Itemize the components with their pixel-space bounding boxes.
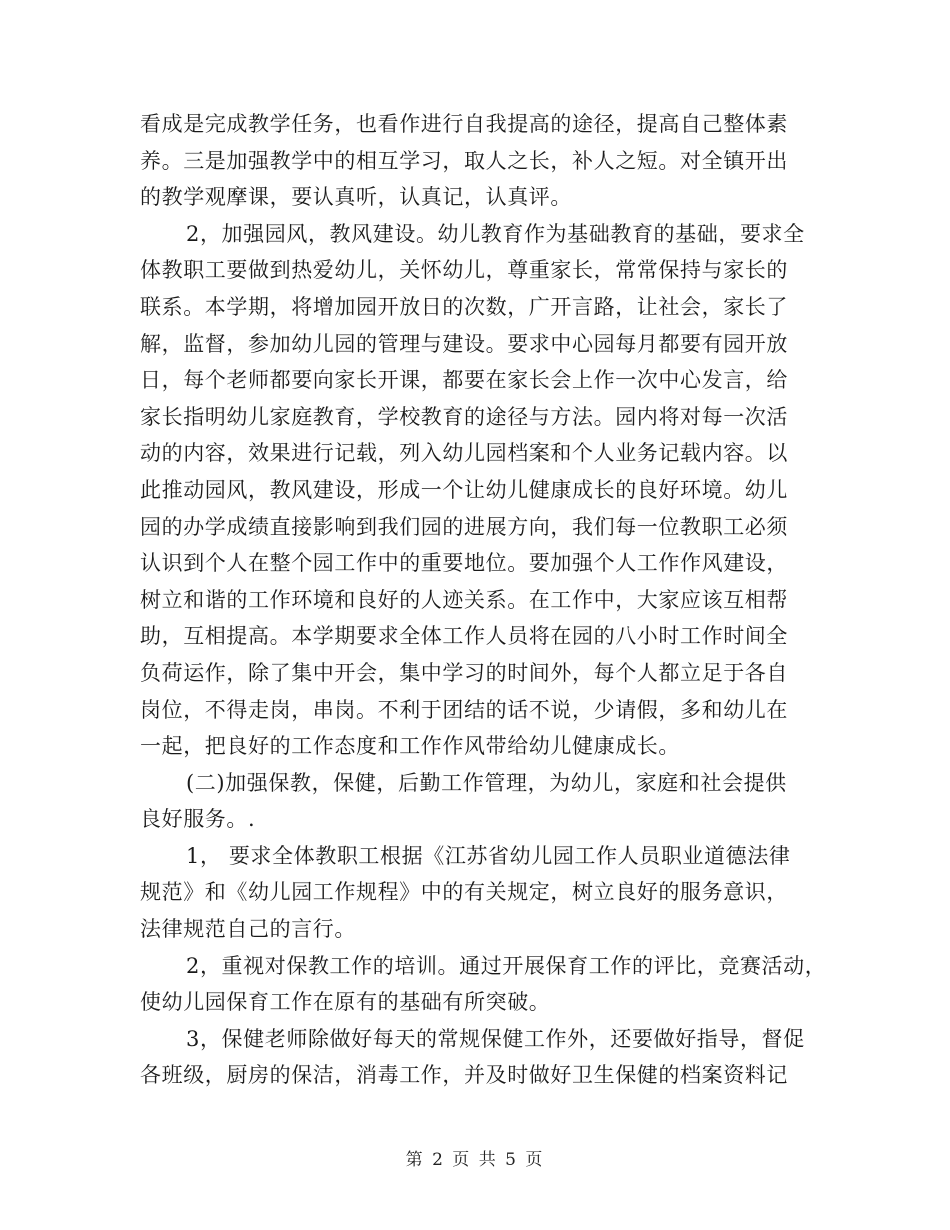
text-line: 树立和谐的工作环境和良好的人迹关系。在工作中，大家应该互相帮: [140, 587, 788, 612]
text-line: 园的办学成绩直接影响到我们园的进展方向，我们每一位教职工必须: [140, 514, 788, 539]
text-line: 认识到个人在整个园工作中的重要地位。要加强个人工作作风建设，: [140, 551, 788, 576]
document-body: [140, 106, 830, 1094]
text-line: 联系。本学期，将增加园开放日的次数，广开言路，让社会，家长了: [140, 294, 788, 319]
paragraph-start-line: 1， 要求全体教职工根据《江苏省幼儿园工作人员职业道德法律: [186, 843, 791, 868]
text-line: 助，互相提高。本学期要求全体工作人员将在园的八小时工作时间全: [140, 624, 788, 649]
text-line: 日，每个老师都要向家长开课，都要在家长会上作一次中心发言，给: [140, 368, 788, 393]
text-line: 使幼儿园保育工作在原有的基础有所突破。: [140, 990, 551, 1015]
text-line: 的教学观摩课，要认真听，认真记，认真评。: [140, 185, 572, 210]
paragraph-start-line: 3，保健老师除做好每天的常规保健工作外，还要做好指导，督促: [186, 1026, 805, 1051]
text-line: 各班级，厨房的保洁，消毒工作，并及时做好卫生保健的档案资料记: [140, 1063, 788, 1088]
paragraph-start-line: 2，重视对保教工作的培训。通过开展保育工作的评比，竞赛活动，: [186, 953, 827, 978]
text-line: 家长指明幼儿家庭教育，学校教育的途径与方法。园内将对每一次活: [140, 404, 788, 429]
text-line: 动的内容，效果进行记载，列入幼儿园档案和个人业务记载内容。以: [140, 441, 788, 466]
section-heading-line: (二)加强保教，保健，后勤工作管理，为幼儿，家庭和社会提供: [186, 770, 787, 795]
text-line: 此推动园风，教风建设，形成一个让幼儿健康成长的良好环境。幼儿: [140, 477, 788, 502]
text-line: 法律规范自己的言行。: [140, 917, 356, 942]
text-line: 解，监督，参加幼儿园的管理与建设。要求中心园每月都要有园开放: [140, 331, 788, 356]
text-line: 良好服务。.: [140, 807, 256, 832]
text-line: 看成是完成教学任务，也看作进行自我提高的途径，提高自己整体素: [140, 112, 788, 136]
page-number-footer: 第 2 页 共 5 页: [405, 1150, 545, 1170]
text-line: 负荷运作，除了集中开会，集中学习的时间外，每个人都立足于各自: [140, 660, 788, 685]
text-line: 养。三是加强教学中的相互学习，取人之长，补人之短。对全镇开出: [140, 148, 788, 173]
text-line: 一起，把良好的工作态度和工作作风带给幼儿健康成长。: [140, 734, 680, 759]
text-line: 体教职工要做到热爱幼儿，关怀幼儿，尊重家长，常常保持与家长的: [140, 258, 788, 283]
text-line: 岗位，不得走岗，串岗。不利于团结的话不说，少请假，多和幼儿在: [140, 697, 788, 722]
paragraph-start-line: 2，加强园风，教风建设。幼儿教育作为基础教育的基础，要求全: [186, 221, 805, 246]
text-line: 规范》和《幼儿园工作规程》中的有关规定，树立良好的服务意识，: [140, 880, 788, 905]
